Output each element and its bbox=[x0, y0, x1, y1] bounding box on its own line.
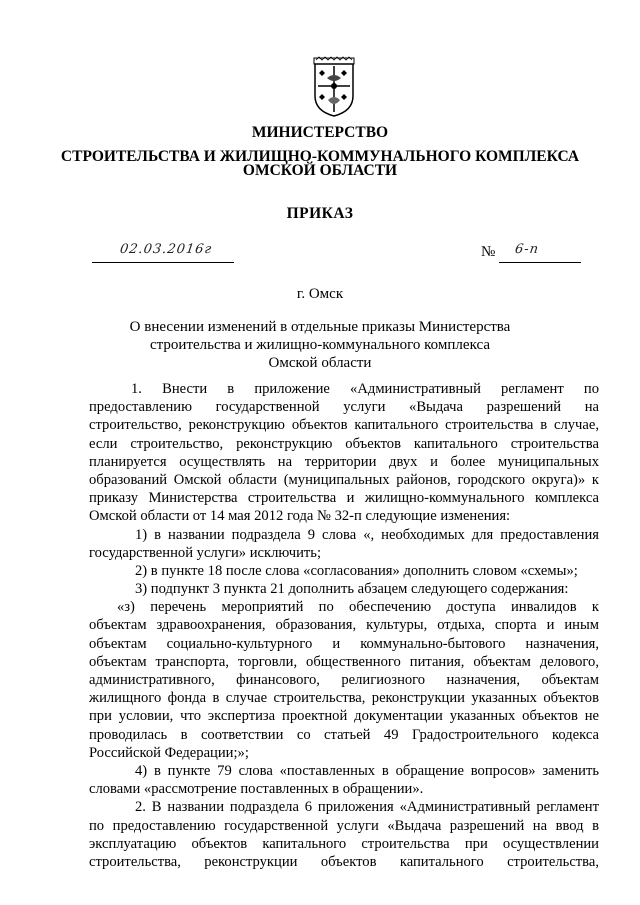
number-field bbox=[499, 240, 581, 263]
body-line: 3) подпункт 3 пункта 21 дополнить абзацем следующего содержания: bbox=[135, 581, 569, 598]
body-line: планируется осуществлять на территории двух и более муниципальных bbox=[89, 453, 599, 470]
subject-line: Омской области bbox=[268, 355, 372, 371]
body-line: Омской области от 14 мая 2012 года № 32-п следующие изменения: bbox=[89, 508, 511, 525]
body-line: 1. Внести в приложение «Административный регламент по bbox=[131, 381, 599, 397]
body-line: Российской Федерации;»; bbox=[89, 744, 249, 761]
ministry-title: МИНИСТЕРСТВО bbox=[251, 124, 389, 141]
body-line: строительства, реконструкции объектов капитального строительства, bbox=[89, 853, 599, 870]
body-line: объектам транспорта, торговли, общественного питания, объектам делового, bbox=[89, 653, 599, 670]
handwritten-number: 6-п bbox=[513, 242, 541, 257]
body-line: приказу Министерства строительства и жилищно-коммунального комплекса bbox=[89, 490, 599, 507]
body-line: жилищного фонда в случае строительства, реконструкции указанных объектов bbox=[89, 690, 599, 707]
body-line: при условии, что экспертиза проектной документации указанных объектов не bbox=[89, 708, 599, 725]
body-text bbox=[89, 380, 599, 871]
body-line: по предоставлению государственной услуги «Выдача разрешений на ввод в bbox=[89, 817, 599, 834]
body-line: словами «рассмотрение поставленных в обращении». bbox=[89, 781, 424, 798]
coat-of-arms-emblem bbox=[312, 56, 356, 118]
body-line: объектам социально-культурного и коммунально-бытового назначения, bbox=[89, 635, 599, 652]
body-line: строительство, реконструкцию объектов капитального строительства в случае, bbox=[89, 417, 599, 434]
document-type: ПРИКАЗ bbox=[286, 205, 354, 222]
body-line: проводилась в соответствии со статьей 49 Градостроительного кодекса bbox=[89, 726, 599, 743]
body-line: образований Омской области (муниципальных районов, городского округа)» к bbox=[89, 471, 599, 488]
ministry-title-line2: СТРОИТЕЛЬСТВА И ЖИЛИЩНО-КОММУНАЛЬНОГО КОМПЛЕКСА bbox=[60, 148, 580, 165]
subject-line: О внесении изменений в отдельные приказы Министерства bbox=[129, 319, 511, 335]
body-line: объектам здравоохранения, образования, культуры, отдыха, спорта и иным bbox=[89, 617, 599, 634]
body-line: административного, финансового, религиозного назначения, объектам bbox=[89, 672, 599, 688]
body-line: 2) в пункте 18 после слова «согласования» дополнить словом «схемы»; bbox=[135, 562, 578, 579]
handwritten-date: 02.03.2016г bbox=[118, 242, 214, 257]
number-label: № bbox=[481, 244, 496, 260]
body-line: предоставлению государственной услуги «Выдача разрешений на bbox=[89, 399, 599, 416]
date-field bbox=[92, 240, 234, 263]
body-line: государственной услуги» исключить; bbox=[89, 544, 321, 561]
body-line: 2. В названии подраздела 6 приложения «Административный регламент bbox=[135, 799, 599, 816]
city: г. Омск bbox=[296, 286, 344, 302]
subject-line: строительства и жилищно-коммунального комплекса bbox=[150, 337, 490, 353]
ministry-title-line3: ОМСКОЙ ОБЛАСТИ bbox=[242, 162, 398, 179]
body-line: если строительство, реконструкцию объектов капитального строительства bbox=[89, 435, 599, 452]
body-line: 1) в названии подраздела 9 слова «, необходимых для предоставления bbox=[135, 526, 599, 543]
body-line: «з) перечень мероприятий по обеспечению доступа инвалидов к bbox=[117, 599, 599, 616]
body-line: эксплуатацию объектов капитального строительства при осуществлении bbox=[89, 835, 599, 852]
body-line: 4) в пункте 79 слова «поставленных в обращение вопросов» заменить bbox=[135, 762, 599, 779]
subject-title bbox=[0, 318, 640, 372]
